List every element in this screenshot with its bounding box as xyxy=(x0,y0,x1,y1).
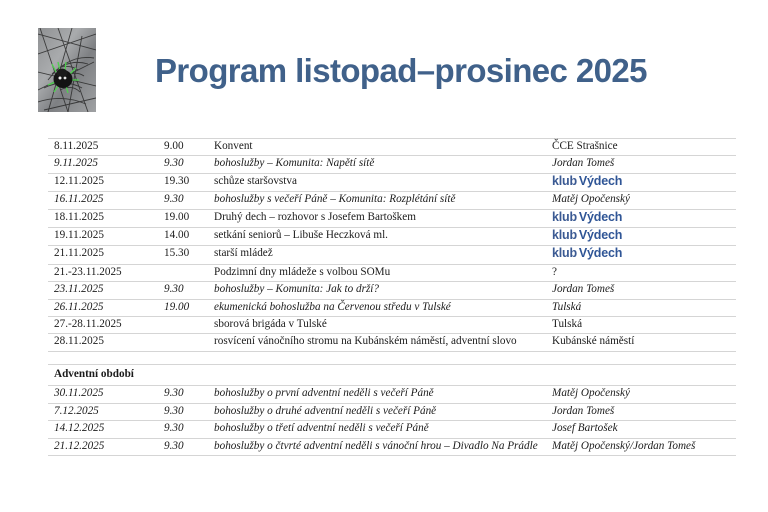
klub-vydech-logo xyxy=(552,211,622,224)
event-date: 26.11.2025 xyxy=(48,299,164,316)
spider-web-photo xyxy=(38,28,96,112)
klub-vydech-logo-part1: klub xyxy=(552,246,577,261)
event-date: 18.11.2025 xyxy=(48,209,164,227)
event-date: 21.-23.11.2025 xyxy=(48,264,164,281)
event-title: starší mládež xyxy=(206,246,544,264)
event-time xyxy=(164,334,206,351)
event-time: 9.30 xyxy=(164,438,206,455)
event-title: bohoslužby o první adventní neděli s večeří Páně xyxy=(206,386,544,403)
event-title: sborová brigáda v Tulské xyxy=(206,317,544,334)
event-time: 9.30 xyxy=(164,421,206,438)
klub-vydech-logo xyxy=(552,175,622,188)
spider-web-image xyxy=(38,28,96,112)
event-date: 27.-28.11.2025 xyxy=(48,317,164,334)
table-row xyxy=(48,228,736,246)
event-time: 9.00 xyxy=(164,139,206,156)
event-date: 19.11.2025 xyxy=(48,228,164,246)
event-time: 19.30 xyxy=(164,173,206,191)
table-row xyxy=(48,156,736,173)
klub-vydech-logo-part2: Výdech xyxy=(578,173,623,188)
table-section-row xyxy=(48,364,736,385)
event-time: 14.00 xyxy=(164,228,206,246)
klub-vydech-logo-part2: Výdech xyxy=(578,246,623,261)
event-place: ? xyxy=(544,264,736,281)
event-date: 7.12.2025 xyxy=(48,403,164,420)
event-place: Jordan Tomeš xyxy=(544,156,736,173)
event-date: 14.12.2025 xyxy=(48,421,164,438)
event-title: rosvícení vánočního stromu na Kubánském náměstí, adventní slovo xyxy=(206,334,544,351)
event-place: Jordan Tomeš xyxy=(544,282,736,299)
event-date: 28.11.2025 xyxy=(48,334,164,351)
table-row xyxy=(48,421,736,438)
klub-vydech-logo-part1: klub xyxy=(552,173,577,188)
event-title: bohoslužby s večeří Páně – Komunita: Rozplétání sítě xyxy=(206,192,544,209)
klub-vydech-logo-part1: klub xyxy=(552,228,577,243)
event-title: bohoslužby – Komunita: Jak to drží? xyxy=(206,282,544,299)
event-time: 9.30 xyxy=(164,156,206,173)
table-row xyxy=(48,264,736,281)
event-time: 19.00 xyxy=(164,209,206,227)
event-time xyxy=(164,317,206,334)
event-place xyxy=(544,228,736,246)
event-date: 8.11.2025 xyxy=(48,139,164,156)
table-row xyxy=(48,299,736,316)
event-title: ekumenická bohoslužba na Červenou středu v Tulské xyxy=(206,299,544,316)
event-time: 9.30 xyxy=(164,192,206,209)
section-label: Adventní období xyxy=(48,364,736,385)
event-place: Josef Bartošek xyxy=(544,421,736,438)
event-date: 16.11.2025 xyxy=(48,192,164,209)
event-place: Tulská xyxy=(544,317,736,334)
table-row xyxy=(48,173,736,191)
table-row xyxy=(48,317,736,334)
event-title: bohoslužby o třetí adventní neděli s večeří Páně xyxy=(206,421,544,438)
event-time: 15.30 xyxy=(164,246,206,264)
klub-vydech-logo-part2: Výdech xyxy=(578,209,623,224)
event-time: 9.30 xyxy=(164,282,206,299)
spacer-cell xyxy=(48,351,736,364)
table-row xyxy=(48,209,736,227)
klub-vydech-logo-part2: Výdech xyxy=(578,228,623,243)
event-date: 30.11.2025 xyxy=(48,386,164,403)
event-place: Matěj Opočenský/Jordan Tomeš xyxy=(544,438,736,455)
program-table-container xyxy=(48,138,720,456)
event-place: Matěj Opočenský xyxy=(544,192,736,209)
klub-vydech-logo xyxy=(552,229,622,242)
program-table xyxy=(48,138,736,456)
event-title: Podzimní dny mládeže s volbou SOMu xyxy=(206,264,544,281)
event-title: Druhý dech – rozhovor s Josefem Bartoškem xyxy=(206,209,544,227)
event-title: bohoslužby o druhé adventní neděli s večeří Páně xyxy=(206,403,544,420)
event-date: 21.11.2025 xyxy=(48,246,164,264)
klub-vydech-logo-part1: klub xyxy=(552,209,577,224)
event-place: Matěj Opočenský xyxy=(544,386,736,403)
event-date: 23.11.2025 xyxy=(48,282,164,299)
event-place xyxy=(544,246,736,264)
event-date: 12.11.2025 xyxy=(48,173,164,191)
event-time: 9.30 xyxy=(164,403,206,420)
program-table-body xyxy=(48,139,736,456)
event-title: Konvent xyxy=(206,139,544,156)
table-row xyxy=(48,334,736,351)
table-row xyxy=(48,438,736,455)
event-date: 9.11.2025 xyxy=(48,156,164,173)
table-row xyxy=(48,192,736,209)
event-title: bohoslužby – Komunita: Napětí sítě xyxy=(206,156,544,173)
event-date: 21.12.2025 xyxy=(48,438,164,455)
event-place: Kubánské náměstí xyxy=(544,334,736,351)
event-place: Tulská xyxy=(544,299,736,316)
event-time: 9.30 xyxy=(164,386,206,403)
table-row xyxy=(48,403,736,420)
table-row xyxy=(48,386,736,403)
event-time: 19.00 xyxy=(164,299,206,316)
event-title: schůze staršovstva xyxy=(206,173,544,191)
event-place: Jordan Tomeš xyxy=(544,403,736,420)
klub-vydech-logo xyxy=(552,247,622,260)
table-row xyxy=(48,246,736,264)
table-row xyxy=(48,139,736,156)
event-place xyxy=(544,173,736,191)
page-title: Program listopad–prosinec 2025 xyxy=(155,52,647,89)
event-title: bohoslužby o čtvrté adventní neděli s vánoční hrou – Divadlo Na Prádle xyxy=(206,438,544,455)
event-time xyxy=(164,264,206,281)
table-row xyxy=(48,282,736,299)
event-place: ČCE Strašnice xyxy=(544,139,736,156)
event-title: setkání seniorů – Libuše Heczková ml. xyxy=(206,228,544,246)
event-place xyxy=(544,209,736,227)
table-spacer-row xyxy=(48,351,736,364)
document-header xyxy=(0,0,768,122)
